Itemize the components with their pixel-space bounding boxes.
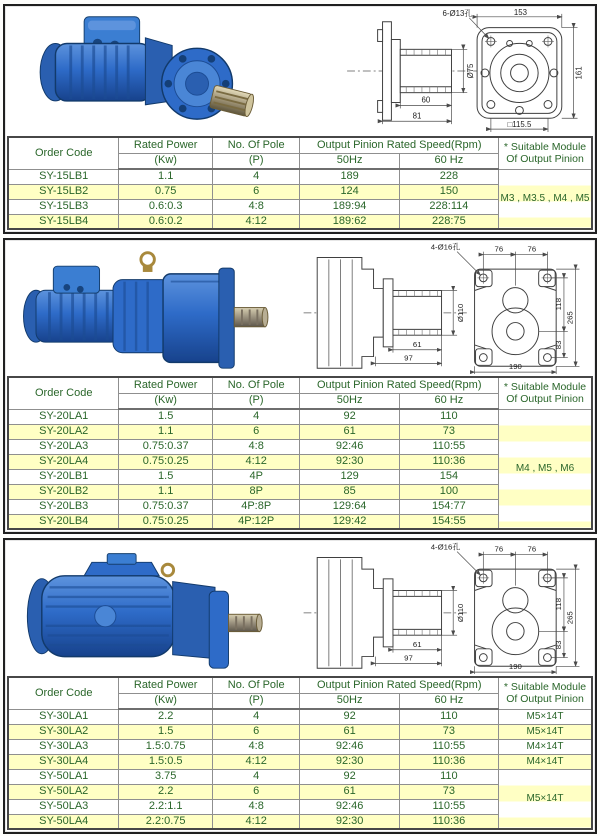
hole-count-label: 4-Ø16孔 bbox=[430, 242, 461, 252]
cell-power: 1.1 bbox=[119, 424, 212, 439]
col-header-p: (P) bbox=[212, 393, 300, 409]
cell-hz60: 110:55 bbox=[399, 439, 498, 454]
dim-label-width: 190 bbox=[508, 362, 522, 372]
output-flange bbox=[209, 592, 228, 669]
cell-code: SY-50LA4 bbox=[8, 814, 119, 829]
cell-code: SY-50LA1 bbox=[8, 769, 119, 784]
dim-label-total: 97 bbox=[404, 353, 413, 363]
cell-hz60: 110:36 bbox=[399, 754, 498, 769]
lifting-eye bbox=[162, 565, 174, 577]
col-header-50hz: 50Hz bbox=[300, 153, 399, 169]
col-header-module bbox=[499, 377, 592, 409]
spec-table-sy30-50 bbox=[7, 676, 593, 830]
cell-hz60: 154:55 bbox=[399, 514, 498, 529]
cell-code: SY-20LA1 bbox=[8, 409, 119, 424]
cell-code: SY-20LA4 bbox=[8, 454, 119, 469]
cell-module: M5×14T bbox=[499, 724, 592, 739]
col-header-speed: Output Pinion Rated Speed(Rpm) bbox=[300, 137, 499, 153]
col-header-pole: No. Of Pole bbox=[212, 137, 300, 153]
cell-power: 0.75:0.37 bbox=[119, 439, 212, 454]
cell-power: 0.75:0.25 bbox=[119, 514, 212, 529]
dim-label-top-left: 76 bbox=[494, 244, 504, 254]
cell-module: M4×14T bbox=[499, 739, 592, 754]
cell-code: SY-15LB3 bbox=[8, 199, 119, 214]
table-header bbox=[8, 137, 592, 169]
dim-label-top-right: 76 bbox=[527, 544, 537, 554]
cell-code: SY-20LB4 bbox=[8, 514, 119, 529]
gear-motor-photo-sy30 bbox=[11, 545, 271, 670]
col-header-50hz: 50Hz bbox=[300, 393, 399, 409]
col-header-50hz: 50Hz bbox=[300, 693, 399, 709]
cell-pole: 4:12 bbox=[212, 214, 300, 229]
cell-hz50: 189:94 bbox=[300, 199, 399, 214]
cell-pole: 4P:12P bbox=[212, 514, 300, 529]
dim-label-top-right: 76 bbox=[527, 244, 537, 254]
cell-code: SY-30LA1 bbox=[8, 709, 119, 724]
col-header-order-code: Order Code bbox=[8, 377, 119, 409]
cell-pole: 4:12 bbox=[212, 814, 300, 829]
cell-pole: 4:12 bbox=[212, 454, 300, 469]
table-header bbox=[8, 677, 592, 709]
section-sy15-top bbox=[5, 6, 595, 136]
col-header-pole: No. Of Pole bbox=[212, 677, 300, 693]
col-header-rated-power: Rated Power bbox=[119, 137, 212, 153]
cell-hz50: 129:64 bbox=[300, 499, 399, 514]
cell-power: 0.6:0.2 bbox=[119, 214, 212, 229]
cell-hz60: 110:55 bbox=[399, 739, 498, 754]
cell-hz50: 92 bbox=[300, 769, 399, 784]
cell-hz50: 92:30 bbox=[300, 754, 399, 769]
body-boss bbox=[95, 606, 116, 627]
cell-hz60: 110:55 bbox=[399, 799, 498, 814]
cell-power: 0.75:0.25 bbox=[119, 454, 212, 469]
cell-code: SY-50LA2 bbox=[8, 784, 119, 799]
cell-hz60: 73 bbox=[399, 724, 498, 739]
cell-hz60: 154:77 bbox=[399, 499, 498, 514]
cell-hz50: 189:62 bbox=[300, 214, 399, 229]
dim-label-total: 81 bbox=[412, 111, 422, 121]
cell-power: 2.2:1.1 bbox=[119, 799, 212, 814]
cell-power: 1.1 bbox=[119, 169, 212, 184]
dim-label-upper: 118 bbox=[553, 597, 563, 611]
gearbox bbox=[163, 274, 227, 363]
table-body bbox=[8, 709, 592, 829]
cell-code: SY-20LA3 bbox=[8, 439, 119, 454]
gearbox bbox=[172, 582, 214, 659]
col-header-module-line1: * Suitable Module bbox=[503, 141, 587, 154]
cell-power: 0.75 bbox=[119, 184, 212, 199]
col-header-kw: (Kw) bbox=[119, 393, 212, 409]
cell-power: 2.2 bbox=[119, 709, 212, 724]
cell-code: SY-15LB2 bbox=[8, 184, 119, 199]
table-row bbox=[8, 739, 592, 754]
dim-label-width: 153 bbox=[513, 7, 527, 17]
output-shaft bbox=[234, 308, 268, 327]
cell-power: 1.5 bbox=[119, 469, 212, 484]
cap-box bbox=[107, 554, 136, 565]
table-row bbox=[8, 409, 592, 424]
cell-power: 0.6:0.3 bbox=[119, 199, 212, 214]
hole-count-label: 6-Ø13孔 bbox=[442, 8, 473, 18]
cell-hz60: 154 bbox=[399, 469, 498, 484]
cell-pole: 4:8 bbox=[212, 739, 300, 754]
cell-pole: 4P:8P bbox=[212, 499, 300, 514]
section-sy15 bbox=[3, 4, 597, 234]
dim-label-dia: Ø75 bbox=[466, 63, 476, 79]
cell-module: M3 , M3.5 , M4 , M5 bbox=[499, 169, 592, 229]
cell-hz50: 92 bbox=[300, 709, 399, 724]
dim-label-len: 61 bbox=[412, 339, 422, 349]
cell-hz50: 61 bbox=[300, 724, 399, 739]
dim-label-len: 61 bbox=[412, 639, 422, 649]
col-header-p: (P) bbox=[212, 693, 300, 709]
section-sy30-50 bbox=[3, 538, 597, 834]
lifting-eye bbox=[141, 253, 154, 272]
cell-code: SY-15LB4 bbox=[8, 214, 119, 229]
technical-drawing-sy15 bbox=[288, 6, 583, 136]
col-header-60hz: 60 Hz bbox=[399, 393, 498, 409]
cell-hz60: 110:36 bbox=[399, 454, 498, 469]
table-row bbox=[8, 769, 592, 784]
col-header-kw: (Kw) bbox=[119, 693, 212, 709]
col-header-module-line2: Of Output Pinion bbox=[506, 693, 584, 706]
cell-code: SY-20LB2 bbox=[8, 484, 119, 499]
output-shaft bbox=[228, 615, 262, 632]
table-body bbox=[8, 409, 592, 529]
dim-label-square: □115.5 bbox=[507, 120, 532, 130]
col-header-speed: Output Pinion Rated Speed(Rpm) bbox=[300, 677, 499, 693]
dim-label-height: 161 bbox=[574, 66, 584, 80]
col-header-module-line2: Of Output Pinion bbox=[506, 393, 584, 406]
cell-hz60: 110 bbox=[399, 769, 498, 784]
dim-label-len: 60 bbox=[421, 95, 431, 105]
cell-power: 2.2 bbox=[119, 784, 212, 799]
dim-label-dia: Ø110 bbox=[455, 603, 465, 623]
cell-hz60: 110 bbox=[399, 409, 498, 424]
drawing-wrap bbox=[276, 540, 595, 676]
col-header-rated-power: Rated Power bbox=[119, 677, 212, 693]
spec-table-sy15 bbox=[7, 136, 593, 230]
col-header-module bbox=[499, 677, 592, 709]
cell-code: SY-15LB1 bbox=[8, 169, 119, 184]
section-sy30-top bbox=[5, 540, 595, 676]
cell-code: SY-20LB3 bbox=[8, 499, 119, 514]
drawing-wrap bbox=[276, 240, 595, 376]
hole-count-label: 4-Ø16孔 bbox=[430, 542, 461, 552]
dim-label-total: 97 bbox=[404, 653, 413, 663]
table-row bbox=[8, 169, 592, 184]
cell-hz60: 228:75 bbox=[399, 214, 498, 229]
gear-motor-photo-sy20 bbox=[11, 245, 271, 370]
dim-label-width: 190 bbox=[508, 662, 522, 672]
cell-power: 3.75 bbox=[119, 769, 212, 784]
cell-pole: 6 bbox=[212, 784, 300, 799]
table-header bbox=[8, 377, 592, 409]
col-header-p: (P) bbox=[212, 153, 300, 169]
col-header-speed: Output Pinion Rated Speed(Rpm) bbox=[300, 377, 499, 393]
spec-table-sy20 bbox=[7, 376, 593, 530]
cell-code: SY-30LA3 bbox=[8, 739, 119, 754]
cell-hz60: 100 bbox=[399, 484, 498, 499]
table-row bbox=[8, 724, 592, 739]
col-header-module-line1: * Suitable Module bbox=[503, 381, 587, 394]
gear-motor-photo-sy15 bbox=[21, 11, 260, 131]
col-header-60hz: 60 Hz bbox=[399, 693, 498, 709]
cell-hz50: 189 bbox=[300, 169, 399, 184]
cell-hz50: 124 bbox=[300, 184, 399, 199]
cell-pole: 6 bbox=[212, 424, 300, 439]
cell-hz50: 129 bbox=[300, 469, 399, 484]
mid-housing bbox=[113, 280, 171, 353]
cell-hz50: 92:46 bbox=[300, 799, 399, 814]
cell-code: SY-20LB1 bbox=[8, 469, 119, 484]
cell-pole: 8P bbox=[212, 484, 300, 499]
cell-power: 1.5:0.75 bbox=[119, 739, 212, 754]
output-flange bbox=[219, 269, 234, 369]
cell-module: M5×14T bbox=[499, 709, 592, 724]
cell-hz60: 150 bbox=[399, 184, 498, 199]
cell-pole: 4 bbox=[212, 409, 300, 424]
terminal-box bbox=[53, 267, 99, 294]
cell-pole: 4:8 bbox=[212, 199, 300, 214]
cell-hz50: 85 bbox=[300, 484, 399, 499]
cell-hz50: 92:30 bbox=[300, 454, 399, 469]
cell-power: 1.5 bbox=[119, 724, 212, 739]
cell-hz60: 73 bbox=[399, 424, 498, 439]
dim-label-top-left: 76 bbox=[494, 544, 504, 554]
cell-hz50: 61 bbox=[300, 784, 399, 799]
cell-hz60: 110 bbox=[399, 709, 498, 724]
section-sy20-top bbox=[5, 240, 595, 376]
col-header-module-line1: * Suitable Module bbox=[503, 681, 587, 694]
technical-drawing-sy20 bbox=[290, 240, 581, 376]
col-header-60hz: 60 Hz bbox=[399, 153, 498, 169]
table-body bbox=[8, 169, 592, 229]
col-header-pole: No. Of Pole bbox=[212, 377, 300, 393]
cell-code: SY-50LA3 bbox=[8, 799, 119, 814]
drawing-wrap bbox=[276, 6, 595, 136]
cell-hz60: 110:36 bbox=[399, 814, 498, 829]
cell-pole: 4 bbox=[212, 169, 300, 184]
product-photo-wrap bbox=[5, 240, 276, 376]
cell-power: 0.75:0.37 bbox=[119, 499, 212, 514]
cell-hz60: 228 bbox=[399, 169, 498, 184]
cell-pole: 4P bbox=[212, 469, 300, 484]
cell-power: 1.5 bbox=[119, 409, 212, 424]
dim-label-lower: 83 bbox=[553, 340, 563, 350]
section-sy20 bbox=[3, 238, 597, 534]
col-header-rated-power: Rated Power bbox=[119, 377, 212, 393]
col-header-kw: (Kw) bbox=[119, 153, 212, 169]
col-header-module bbox=[499, 137, 592, 169]
cell-hz50: 92:30 bbox=[300, 814, 399, 829]
cell-hz60: 73 bbox=[399, 784, 498, 799]
dim-label-dia: Ø110 bbox=[455, 303, 465, 323]
dim-label-height: 265 bbox=[565, 611, 575, 625]
cell-pole: 4:12 bbox=[212, 754, 300, 769]
product-photo-wrap bbox=[5, 540, 276, 676]
cell-hz60: 228:114 bbox=[399, 199, 498, 214]
table-row bbox=[8, 754, 592, 769]
cell-pole: 4:8 bbox=[212, 439, 300, 454]
col-header-module-line2: Of Output Pinion bbox=[506, 153, 584, 166]
cell-hz50: 92 bbox=[300, 409, 399, 424]
cell-power: 1.1 bbox=[119, 484, 212, 499]
cell-pole: 6 bbox=[212, 724, 300, 739]
cell-code: SY-30LA2 bbox=[8, 724, 119, 739]
cell-module: M4×14T bbox=[499, 754, 592, 769]
cell-module: M4 , M5 , M6 bbox=[499, 409, 592, 529]
col-header-order-code: Order Code bbox=[8, 137, 119, 169]
cell-hz50: 92:46 bbox=[300, 439, 399, 454]
table-row bbox=[8, 709, 592, 724]
cell-pole: 4 bbox=[212, 769, 300, 784]
cell-code: SY-20LA2 bbox=[8, 424, 119, 439]
cell-hz50: 92:46 bbox=[300, 739, 399, 754]
cell-pole: 4 bbox=[212, 709, 300, 724]
dim-label-height: 265 bbox=[565, 311, 575, 325]
cell-hz50: 129:42 bbox=[300, 514, 399, 529]
cell-pole: 4:8 bbox=[212, 799, 300, 814]
cell-code: SY-30LA4 bbox=[8, 754, 119, 769]
technical-drawing-sy30 bbox=[290, 540, 581, 676]
dim-label-lower: 83 bbox=[553, 640, 563, 650]
cell-power: 2.2:0.75 bbox=[119, 814, 212, 829]
cell-power: 1.5:0.5 bbox=[119, 754, 212, 769]
cell-module: M5×14T bbox=[499, 769, 592, 829]
col-header-order-code: Order Code bbox=[8, 677, 119, 709]
product-photo-wrap bbox=[5, 6, 276, 136]
cell-hz50: 61 bbox=[300, 424, 399, 439]
dim-label-upper: 118 bbox=[553, 297, 563, 311]
cell-pole: 6 bbox=[212, 184, 300, 199]
